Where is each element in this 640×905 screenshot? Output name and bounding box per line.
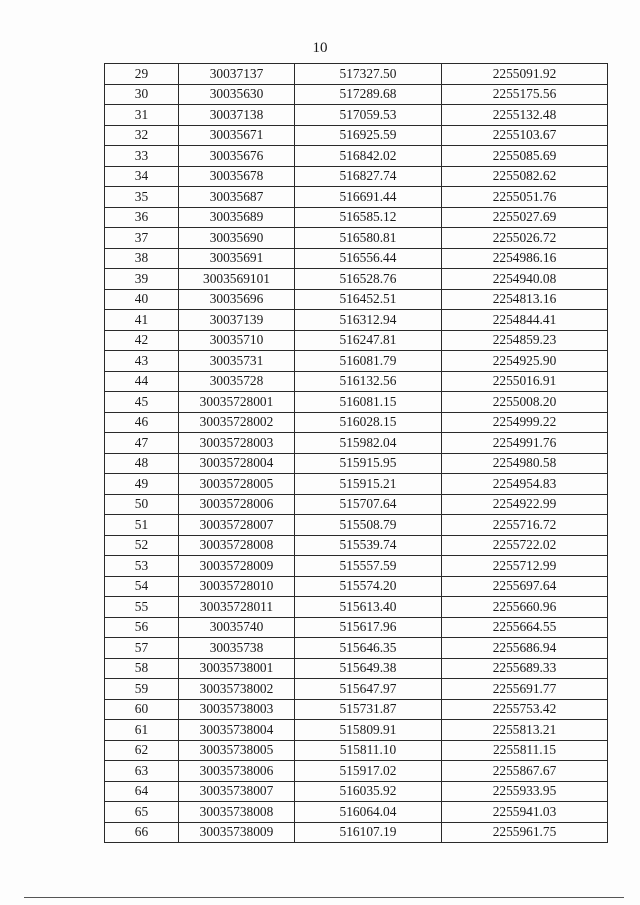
- x-coordinate-cell: 516452.51: [295, 289, 442, 310]
- y-coordinate-cell: 2255016.91: [442, 371, 608, 392]
- row-index-cell: 57: [105, 638, 179, 659]
- point-id-cell: 30035738: [179, 638, 295, 659]
- row-index-cell: 42: [105, 330, 179, 351]
- x-coordinate-cell: 515917.02: [295, 761, 442, 782]
- table-row: [105, 64, 608, 85]
- y-coordinate-cell: 2254844.41: [442, 310, 608, 331]
- y-coordinate-cell: 2255664.55: [442, 617, 608, 638]
- table-row: [105, 699, 608, 720]
- row-index-cell: 36: [105, 207, 179, 228]
- point-id-cell: 30035738007: [179, 781, 295, 802]
- x-coordinate-cell: 516107.19: [295, 822, 442, 843]
- row-index-cell: 61: [105, 720, 179, 741]
- row-index-cell: 64: [105, 781, 179, 802]
- point-id-cell: 30035738003: [179, 699, 295, 720]
- x-coordinate-cell: 516132.56: [295, 371, 442, 392]
- x-coordinate-cell: 517059.53: [295, 105, 442, 126]
- row-index-cell: 33: [105, 146, 179, 167]
- table-row: [105, 371, 608, 392]
- point-id-cell: 30035728009: [179, 556, 295, 577]
- table-row: [105, 617, 608, 638]
- table-row: [105, 412, 608, 433]
- x-coordinate-cell: 515646.35: [295, 638, 442, 659]
- row-index-cell: 40: [105, 289, 179, 310]
- point-id-cell: 30035728006: [179, 494, 295, 515]
- row-index-cell: 50: [105, 494, 179, 515]
- footer-rule: [24, 897, 624, 898]
- row-index-cell: 60: [105, 699, 179, 720]
- x-coordinate-cell: 516081.15: [295, 392, 442, 413]
- y-coordinate-cell: 2255082.62: [442, 166, 608, 187]
- y-coordinate-cell: 2255867.67: [442, 761, 608, 782]
- x-coordinate-cell: 516842.02: [295, 146, 442, 167]
- x-coordinate-cell: 515557.59: [295, 556, 442, 577]
- y-coordinate-cell: 2255941.03: [442, 802, 608, 823]
- point-id-cell: 30035728002: [179, 412, 295, 433]
- point-id-cell: 30035678: [179, 166, 295, 187]
- point-id-cell: 30035728007: [179, 515, 295, 536]
- point-id-cell: 30035738005: [179, 740, 295, 761]
- table-row: [105, 802, 608, 823]
- x-coordinate-cell: 515809.91: [295, 720, 442, 741]
- x-coordinate-cell: 515811.10: [295, 740, 442, 761]
- point-id-cell: 30035696: [179, 289, 295, 310]
- table-row: [105, 269, 608, 290]
- row-index-cell: 37: [105, 228, 179, 249]
- y-coordinate-cell: 2255689.33: [442, 658, 608, 679]
- x-coordinate-cell: 517289.68: [295, 84, 442, 105]
- y-coordinate-cell: 2255691.77: [442, 679, 608, 700]
- y-coordinate-cell: 2254999.22: [442, 412, 608, 433]
- x-coordinate-cell: 515982.04: [295, 433, 442, 454]
- row-index-cell: 32: [105, 125, 179, 146]
- table-row: [105, 125, 608, 146]
- row-index-cell: 54: [105, 576, 179, 597]
- point-id-cell: 30035738001: [179, 658, 295, 679]
- row-index-cell: 52: [105, 535, 179, 556]
- table-row: [105, 761, 608, 782]
- row-index-cell: 51: [105, 515, 179, 536]
- point-id-cell: 30035690: [179, 228, 295, 249]
- x-coordinate-cell: 515915.21: [295, 474, 442, 495]
- table-row: [105, 351, 608, 372]
- x-coordinate-cell: 516580.81: [295, 228, 442, 249]
- point-id-cell: 30035728011: [179, 597, 295, 618]
- row-index-cell: 56: [105, 617, 179, 638]
- y-coordinate-cell: 2255933.95: [442, 781, 608, 802]
- y-coordinate-cell: 2254954.83: [442, 474, 608, 495]
- table-row: [105, 781, 608, 802]
- y-coordinate-cell: 2255813.21: [442, 720, 608, 741]
- point-id-cell: 30035671: [179, 125, 295, 146]
- row-index-cell: 49: [105, 474, 179, 495]
- table-row: [105, 658, 608, 679]
- y-coordinate-cell: 2254813.16: [442, 289, 608, 310]
- table-row: [105, 289, 608, 310]
- point-id-cell: 3003569101: [179, 269, 295, 290]
- page-number: 10: [312, 40, 328, 56]
- row-index-cell: 38: [105, 248, 179, 269]
- table-row: [105, 146, 608, 167]
- x-coordinate-cell: 515649.38: [295, 658, 442, 679]
- row-index-cell: 45: [105, 392, 179, 413]
- y-coordinate-cell: 2255175.56: [442, 84, 608, 105]
- table-row: [105, 720, 608, 741]
- x-coordinate-cell: 515574.20: [295, 576, 442, 597]
- point-id-cell: 30035738009: [179, 822, 295, 843]
- row-index-cell: 62: [105, 740, 179, 761]
- table-row: [105, 105, 608, 126]
- x-coordinate-cell: 516585.12: [295, 207, 442, 228]
- row-index-cell: 63: [105, 761, 179, 782]
- table-row: [105, 187, 608, 208]
- x-coordinate-cell: 515613.40: [295, 597, 442, 618]
- table-row: [105, 166, 608, 187]
- y-coordinate-cell: 2254980.58: [442, 453, 608, 474]
- table-body: [105, 64, 608, 843]
- row-index-cell: 48: [105, 453, 179, 474]
- y-coordinate-cell: 2255753.42: [442, 699, 608, 720]
- y-coordinate-cell: 2255716.72: [442, 515, 608, 536]
- point-id-cell: 30035728004: [179, 453, 295, 474]
- row-index-cell: 44: [105, 371, 179, 392]
- table-row: [105, 535, 608, 556]
- point-id-cell: 30035728008: [179, 535, 295, 556]
- point-id-cell: 30035728010: [179, 576, 295, 597]
- table-row: [105, 207, 608, 228]
- row-index-cell: 31: [105, 105, 179, 126]
- table-row: [105, 248, 608, 269]
- table-row: [105, 494, 608, 515]
- row-index-cell: 65: [105, 802, 179, 823]
- y-coordinate-cell: 2255660.96: [442, 597, 608, 618]
- row-index-cell: 35: [105, 187, 179, 208]
- y-coordinate-cell: 2255712.99: [442, 556, 608, 577]
- row-index-cell: 34: [105, 166, 179, 187]
- table-row: [105, 679, 608, 700]
- y-coordinate-cell: 2255085.69: [442, 146, 608, 167]
- row-index-cell: 53: [105, 556, 179, 577]
- row-index-cell: 58: [105, 658, 179, 679]
- y-coordinate-cell: 2255697.64: [442, 576, 608, 597]
- row-index-cell: 55: [105, 597, 179, 618]
- point-id-cell: 30035710: [179, 330, 295, 351]
- point-id-cell: 30035738002: [179, 679, 295, 700]
- row-index-cell: 39: [105, 269, 179, 290]
- x-coordinate-cell: 515508.79: [295, 515, 442, 536]
- point-id-cell: 30035728003: [179, 433, 295, 454]
- table-row: [105, 310, 608, 331]
- point-id-cell: 30035630: [179, 84, 295, 105]
- x-coordinate-cell: 516691.44: [295, 187, 442, 208]
- table-row: [105, 822, 608, 843]
- row-index-cell: 47: [105, 433, 179, 454]
- x-coordinate-cell: 516247.81: [295, 330, 442, 351]
- coordinates-table: [104, 63, 608, 843]
- point-id-cell: 30035728005: [179, 474, 295, 495]
- table-row: [105, 474, 608, 495]
- point-id-cell: 30035738004: [179, 720, 295, 741]
- point-id-cell: 30035689: [179, 207, 295, 228]
- point-id-cell: 30035676: [179, 146, 295, 167]
- point-id-cell: 30037137: [179, 64, 295, 85]
- x-coordinate-cell: 515707.64: [295, 494, 442, 515]
- x-coordinate-cell: 516528.76: [295, 269, 442, 290]
- x-coordinate-cell: 515617.96: [295, 617, 442, 638]
- x-coordinate-cell: 516081.79: [295, 351, 442, 372]
- point-id-cell: 30035728001: [179, 392, 295, 413]
- row-index-cell: 43: [105, 351, 179, 372]
- y-coordinate-cell: 2254940.08: [442, 269, 608, 290]
- row-index-cell: 66: [105, 822, 179, 843]
- y-coordinate-cell: 2255961.75: [442, 822, 608, 843]
- table-row: [105, 556, 608, 577]
- y-coordinate-cell: 2255051.76: [442, 187, 608, 208]
- row-index-cell: 46: [105, 412, 179, 433]
- y-coordinate-cell: 2255722.02: [442, 535, 608, 556]
- x-coordinate-cell: 516925.59: [295, 125, 442, 146]
- point-id-cell: 30035731: [179, 351, 295, 372]
- table-row: [105, 576, 608, 597]
- table-row: [105, 392, 608, 413]
- y-coordinate-cell: 2254991.76: [442, 433, 608, 454]
- x-coordinate-cell: 516312.94: [295, 310, 442, 331]
- row-index-cell: 29: [105, 64, 179, 85]
- x-coordinate-cell: 516556.44: [295, 248, 442, 269]
- x-coordinate-cell: 515915.95: [295, 453, 442, 474]
- y-coordinate-cell: 2255811.15: [442, 740, 608, 761]
- point-id-cell: 30037139: [179, 310, 295, 331]
- x-coordinate-cell: 515647.97: [295, 679, 442, 700]
- x-coordinate-cell: 516827.74: [295, 166, 442, 187]
- table-row: [105, 515, 608, 536]
- x-coordinate-cell: 517327.50: [295, 64, 442, 85]
- y-coordinate-cell: 2254986.16: [442, 248, 608, 269]
- y-coordinate-cell: 2255026.72: [442, 228, 608, 249]
- x-coordinate-cell: 516064.04: [295, 802, 442, 823]
- table-row: [105, 740, 608, 761]
- point-id-cell: 30035740: [179, 617, 295, 638]
- point-id-cell: 30035728: [179, 371, 295, 392]
- y-coordinate-cell: 2254922.99: [442, 494, 608, 515]
- table-row: [105, 638, 608, 659]
- y-coordinate-cell: 2254925.90: [442, 351, 608, 372]
- x-coordinate-cell: 515731.87: [295, 699, 442, 720]
- table-row: [105, 84, 608, 105]
- table-row: [105, 228, 608, 249]
- y-coordinate-cell: 2255686.94: [442, 638, 608, 659]
- point-id-cell: 30035691: [179, 248, 295, 269]
- y-coordinate-cell: 2255132.48: [442, 105, 608, 126]
- point-id-cell: 30035738008: [179, 802, 295, 823]
- row-index-cell: 30: [105, 84, 179, 105]
- point-id-cell: 30035738006: [179, 761, 295, 782]
- point-id-cell: 30035687: [179, 187, 295, 208]
- y-coordinate-cell: 2255027.69: [442, 207, 608, 228]
- point-id-cell: 30037138: [179, 105, 295, 126]
- row-index-cell: 59: [105, 679, 179, 700]
- table-row: [105, 597, 608, 618]
- x-coordinate-cell: 516028.15: [295, 412, 442, 433]
- table-row: [105, 453, 608, 474]
- y-coordinate-cell: 2255091.92: [442, 64, 608, 85]
- table-row: [105, 433, 608, 454]
- y-coordinate-cell: 2255008.20: [442, 392, 608, 413]
- x-coordinate-cell: 515539.74: [295, 535, 442, 556]
- row-index-cell: 41: [105, 310, 179, 331]
- y-coordinate-cell: 2255103.67: [442, 125, 608, 146]
- y-coordinate-cell: 2254859.23: [442, 330, 608, 351]
- x-coordinate-cell: 516035.92: [295, 781, 442, 802]
- table-row: [105, 330, 608, 351]
